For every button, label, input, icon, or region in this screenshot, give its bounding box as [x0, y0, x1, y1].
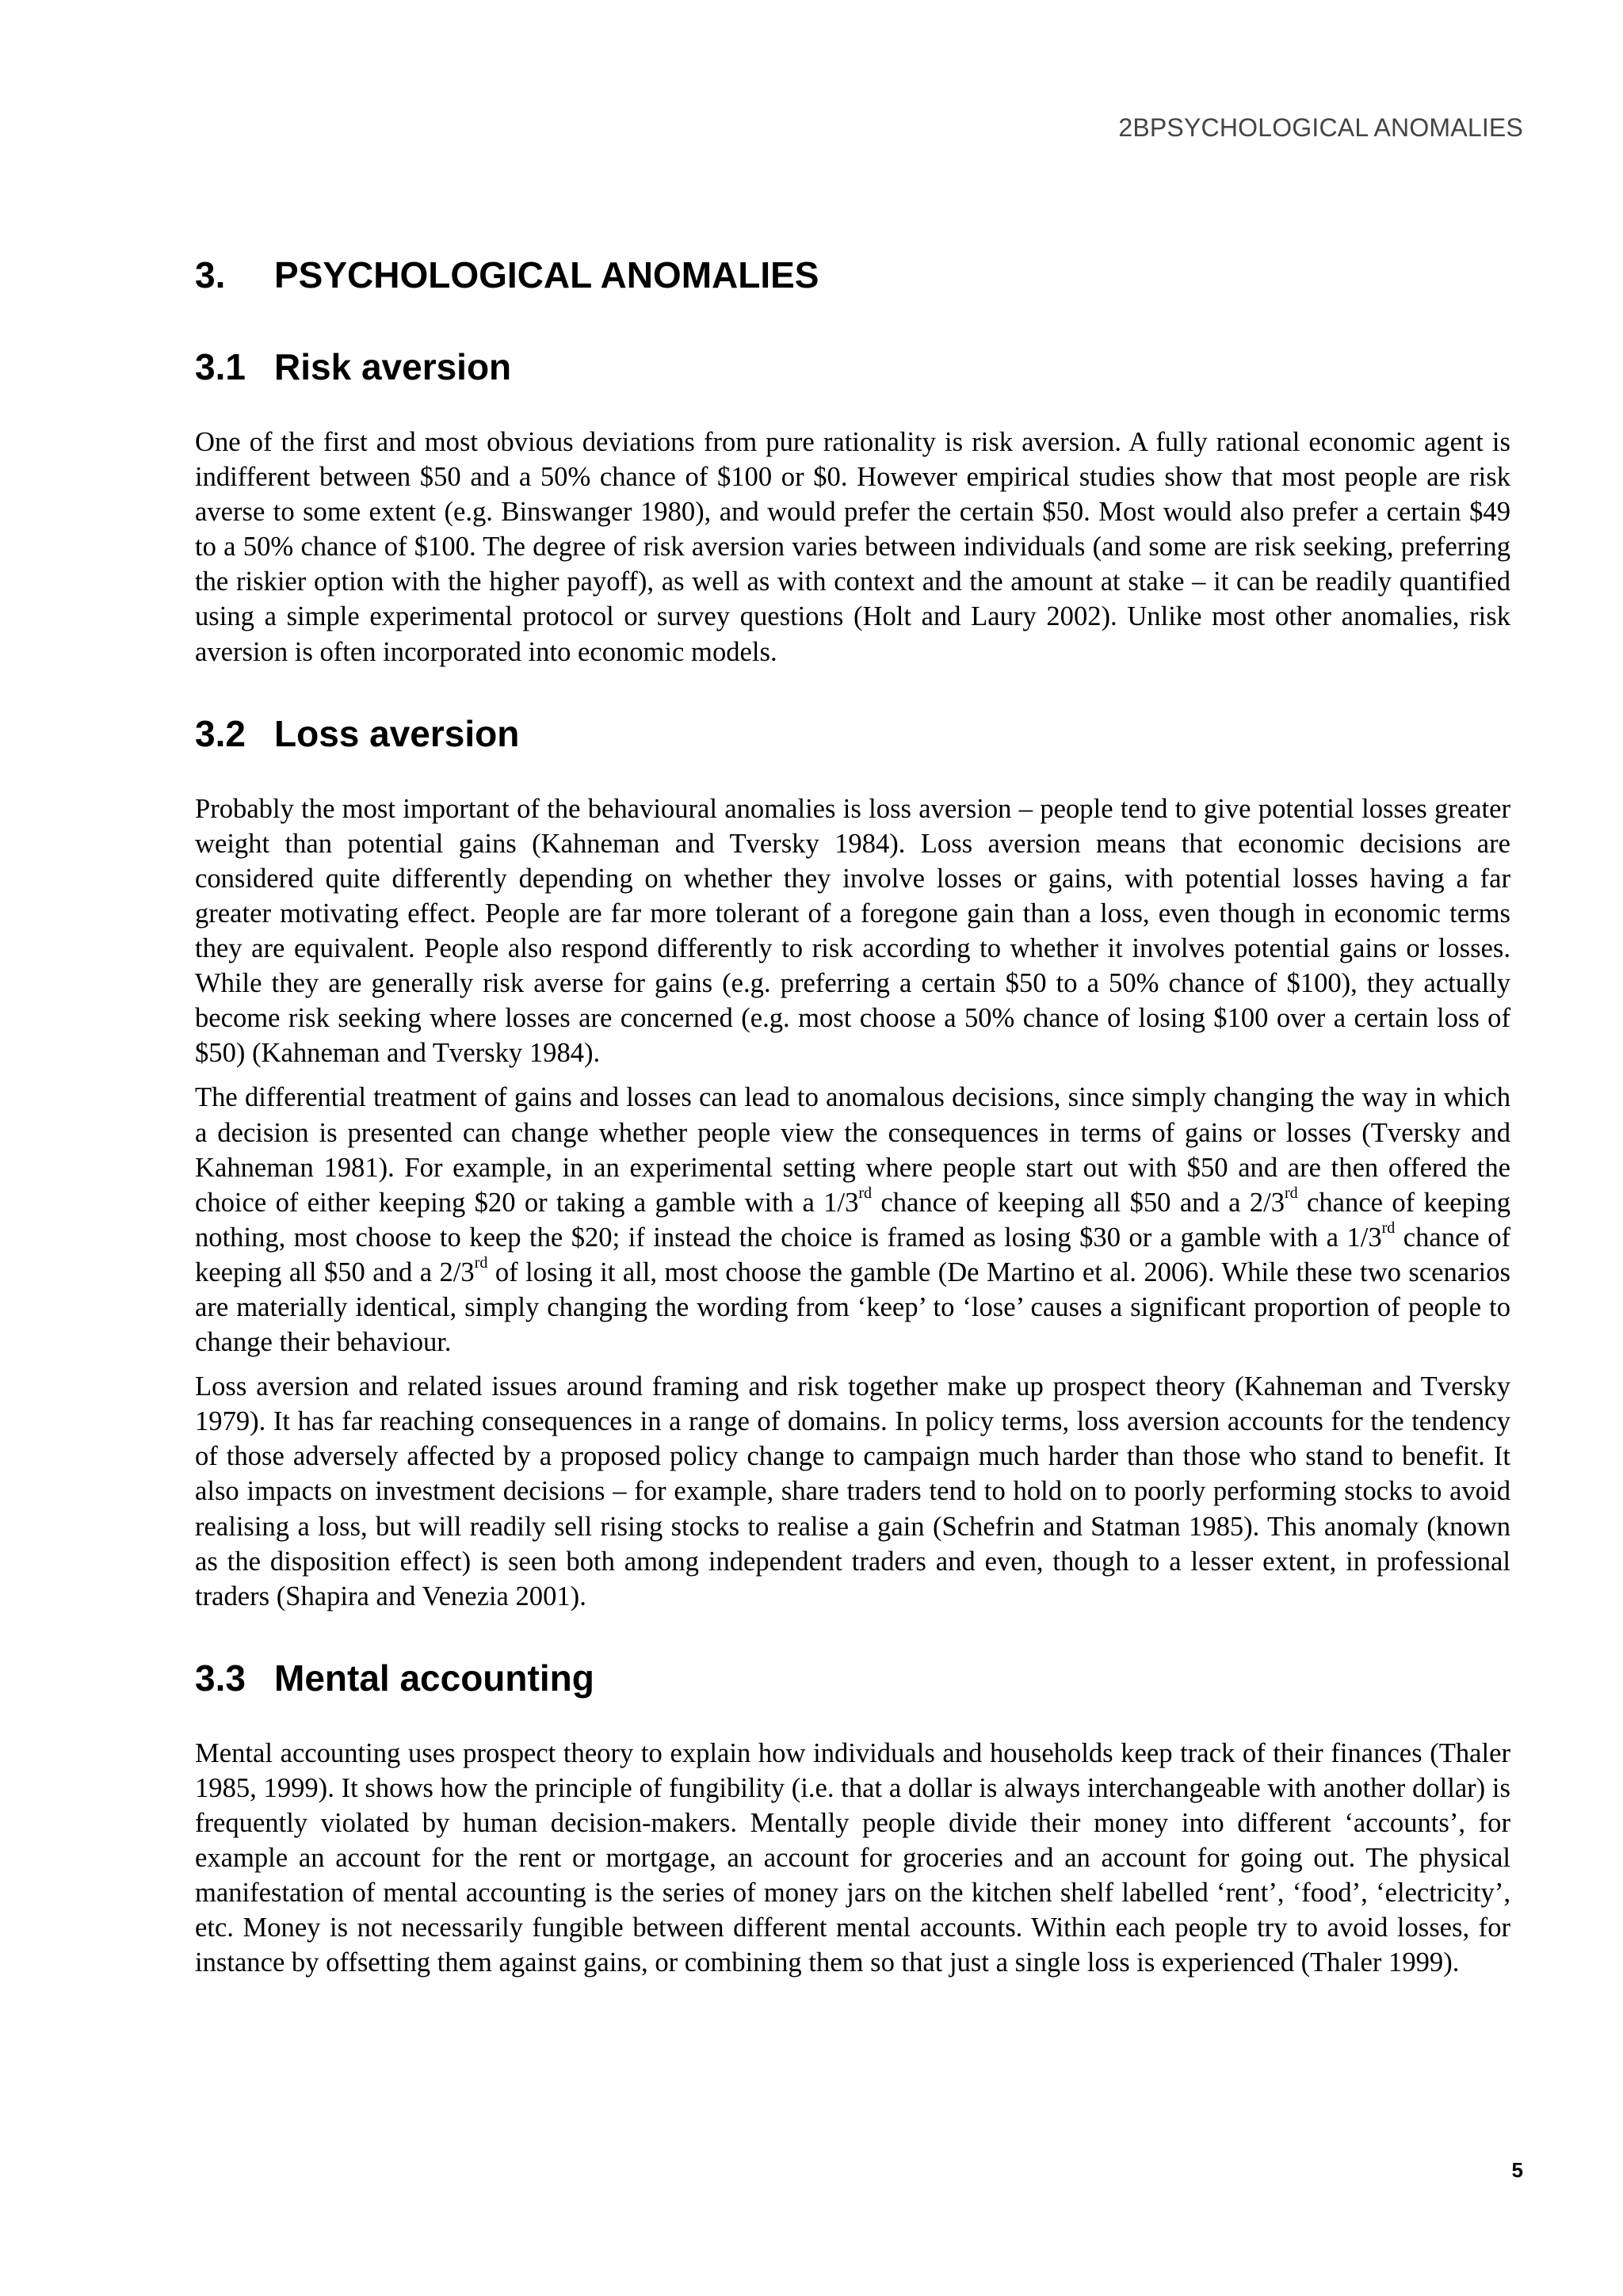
- section-heading-mental-accounting: [195, 1657, 1510, 1720]
- paragraph-loss-aversion-1: Probably the most important of the behavioural anomalies is loss aversion – people tend to give potential losses greater weight than potential gains (Kahneman and Tversky 1984). Loss aversion means that economic decisions are considered quite differently depending on whether they involve losses or gains, with potential losses having a far greater motivating effect. People are far more tolerant of a foregone gain than a loss, even though in economic terms they are equivalent. People also respond differently to risk according to whether it involves potential gains or losses. While they are generally risk averse for gains (e.g. preferring a certain $50 to a 50% chance of $100), they actually become risk seeking where losses are concerned (e.g. most choose a 50% chance of losing $100 over a certain loss of $50) (Kahneman and Tversky 1984).: [195, 793, 1510, 1069]
- page-content: [195, 254, 1510, 1989]
- paragraph-loss-aversion-2: [195, 1080, 1510, 1360]
- section-number: 3.3: [195, 1657, 246, 1699]
- paragraph-risk-aversion: One of the first and most obvious deviations from pure rationality is risk aversion. A fully rational economic agent is indifferent between $50 and a 50% chance of $100 or $0. However empirical studies show that most people are risk averse to some extent (e.g. Binswanger 1980), and would prefer the certain $50. Most would also prefer a certain $49 to a 50% chance of $100. The degree of risk aversion varies between individuals (and some are risk seeking, preferring the riskier option with the higher payoff), as well as with context and the amount at stake – it can be readily quantified using a simple experimental protocol or survey questions (Holt and Laury 2002). Unlike most other anomalies, risk aversion is often incorporated into economic models.: [195, 427, 1510, 667]
- section-heading-loss-aversion: [195, 712, 1510, 776]
- text-run: chance of keeping all $50 and a 2/3: [872, 1187, 1285, 1218]
- paragraph-mental-accounting: Mental accounting uses prospect theory to explain how individuals and households keep track of their finances (Thaler 1985, 1999). It shows how the principle of fungibility (i.e. that a dollar is always interchangeable with another dollar) is frequently violated by human decision-makers. Mentally people divide their money into different ‘accounts’, for example an account for the rent or mortgage, an account for groceries and an account for going out. The physical manifestation of mental accounting is the series of money jars on the kitchen shelf labelled ‘rent’, ‘food’, ‘electricity’, etc. Money is not necessarily fungible between different mental accounts. Within each people try to avoid losses, for instance by offsetting them against gains, or combining them so that just a single loss is experienced (Thaler 1999).: [195, 1737, 1510, 1978]
- superscript-ordinal: rd: [474, 1254, 488, 1272]
- section-title: Mental accounting: [274, 1657, 594, 1699]
- chapter-number: 3.: [195, 254, 226, 296]
- page-number: 5: [1511, 2158, 1523, 2182]
- section-number: 3.1: [195, 346, 246, 387]
- superscript-ordinal: rd: [1285, 1184, 1298, 1203]
- text-run: of losing it all, most choose the gamble (De Martino et al. 2006). While these two scenarios are materially identical, simply changing the wording from ‘keep’ to ‘lose’ causes a significant proportion of people to change their behaviour.: [195, 1257, 1510, 1358]
- section-title: Risk aversion: [274, 346, 512, 387]
- section-number: 3.2: [195, 712, 246, 754]
- section-heading-risk-aversion: [195, 345, 1510, 409]
- text-run: chance of keeping all $50 and a 2/3: [195, 1222, 1510, 1287]
- paragraph-loss-aversion-3: Loss aversion and related issues around framing and risk together make up prospect theory (Kahneman and Tversky 1979). It has far reaching consequences in a range of domains. In policy terms, loss aversion accounts for the tendency of those adversely affected by a proposed policy change to campaign much harder than those who stand to benefit. It also impacts on investment decisions – for example, share traders tend to hold on to poorly performing stocks to avoid realising a loss, but will readily sell rising stocks to realise a gain (Schefrin and Statman 1985). This anomaly (known as the disposition effect) is seen both among independent traders and even, though to a lesser extent, in professional traders (Shapira and Venezia 2001).: [195, 1371, 1510, 1611]
- superscript-ordinal: rd: [858, 1184, 873, 1203]
- running-header: 2BPSYCHOLOGICAL ANOMALIES: [1118, 113, 1523, 142]
- superscript-ordinal: rd: [1381, 1219, 1396, 1238]
- text-run: The differential treatment of gains and losses can lead to anomalous decisions, since simply changing the way in which a decision is presented can change whether people view the consequences in terms of gains or losses (Tversky and Kahneman 1981). For example, in an experimental setting where people start out with $50 and are then offered the choice of either keeping $20 or taking a gamble with a 1/3: [195, 1082, 1510, 1218]
- chapter-title: PSYCHOLOGICAL ANOMALIES: [274, 254, 819, 296]
- section-title: Loss aversion: [274, 712, 520, 754]
- text-run: chance of keeping nothing, most choose to keep the $20; if instead the choice is framed as losing $30 or a gamble with a 1/3: [195, 1187, 1510, 1253]
- chapter-heading: [195, 254, 1510, 318]
